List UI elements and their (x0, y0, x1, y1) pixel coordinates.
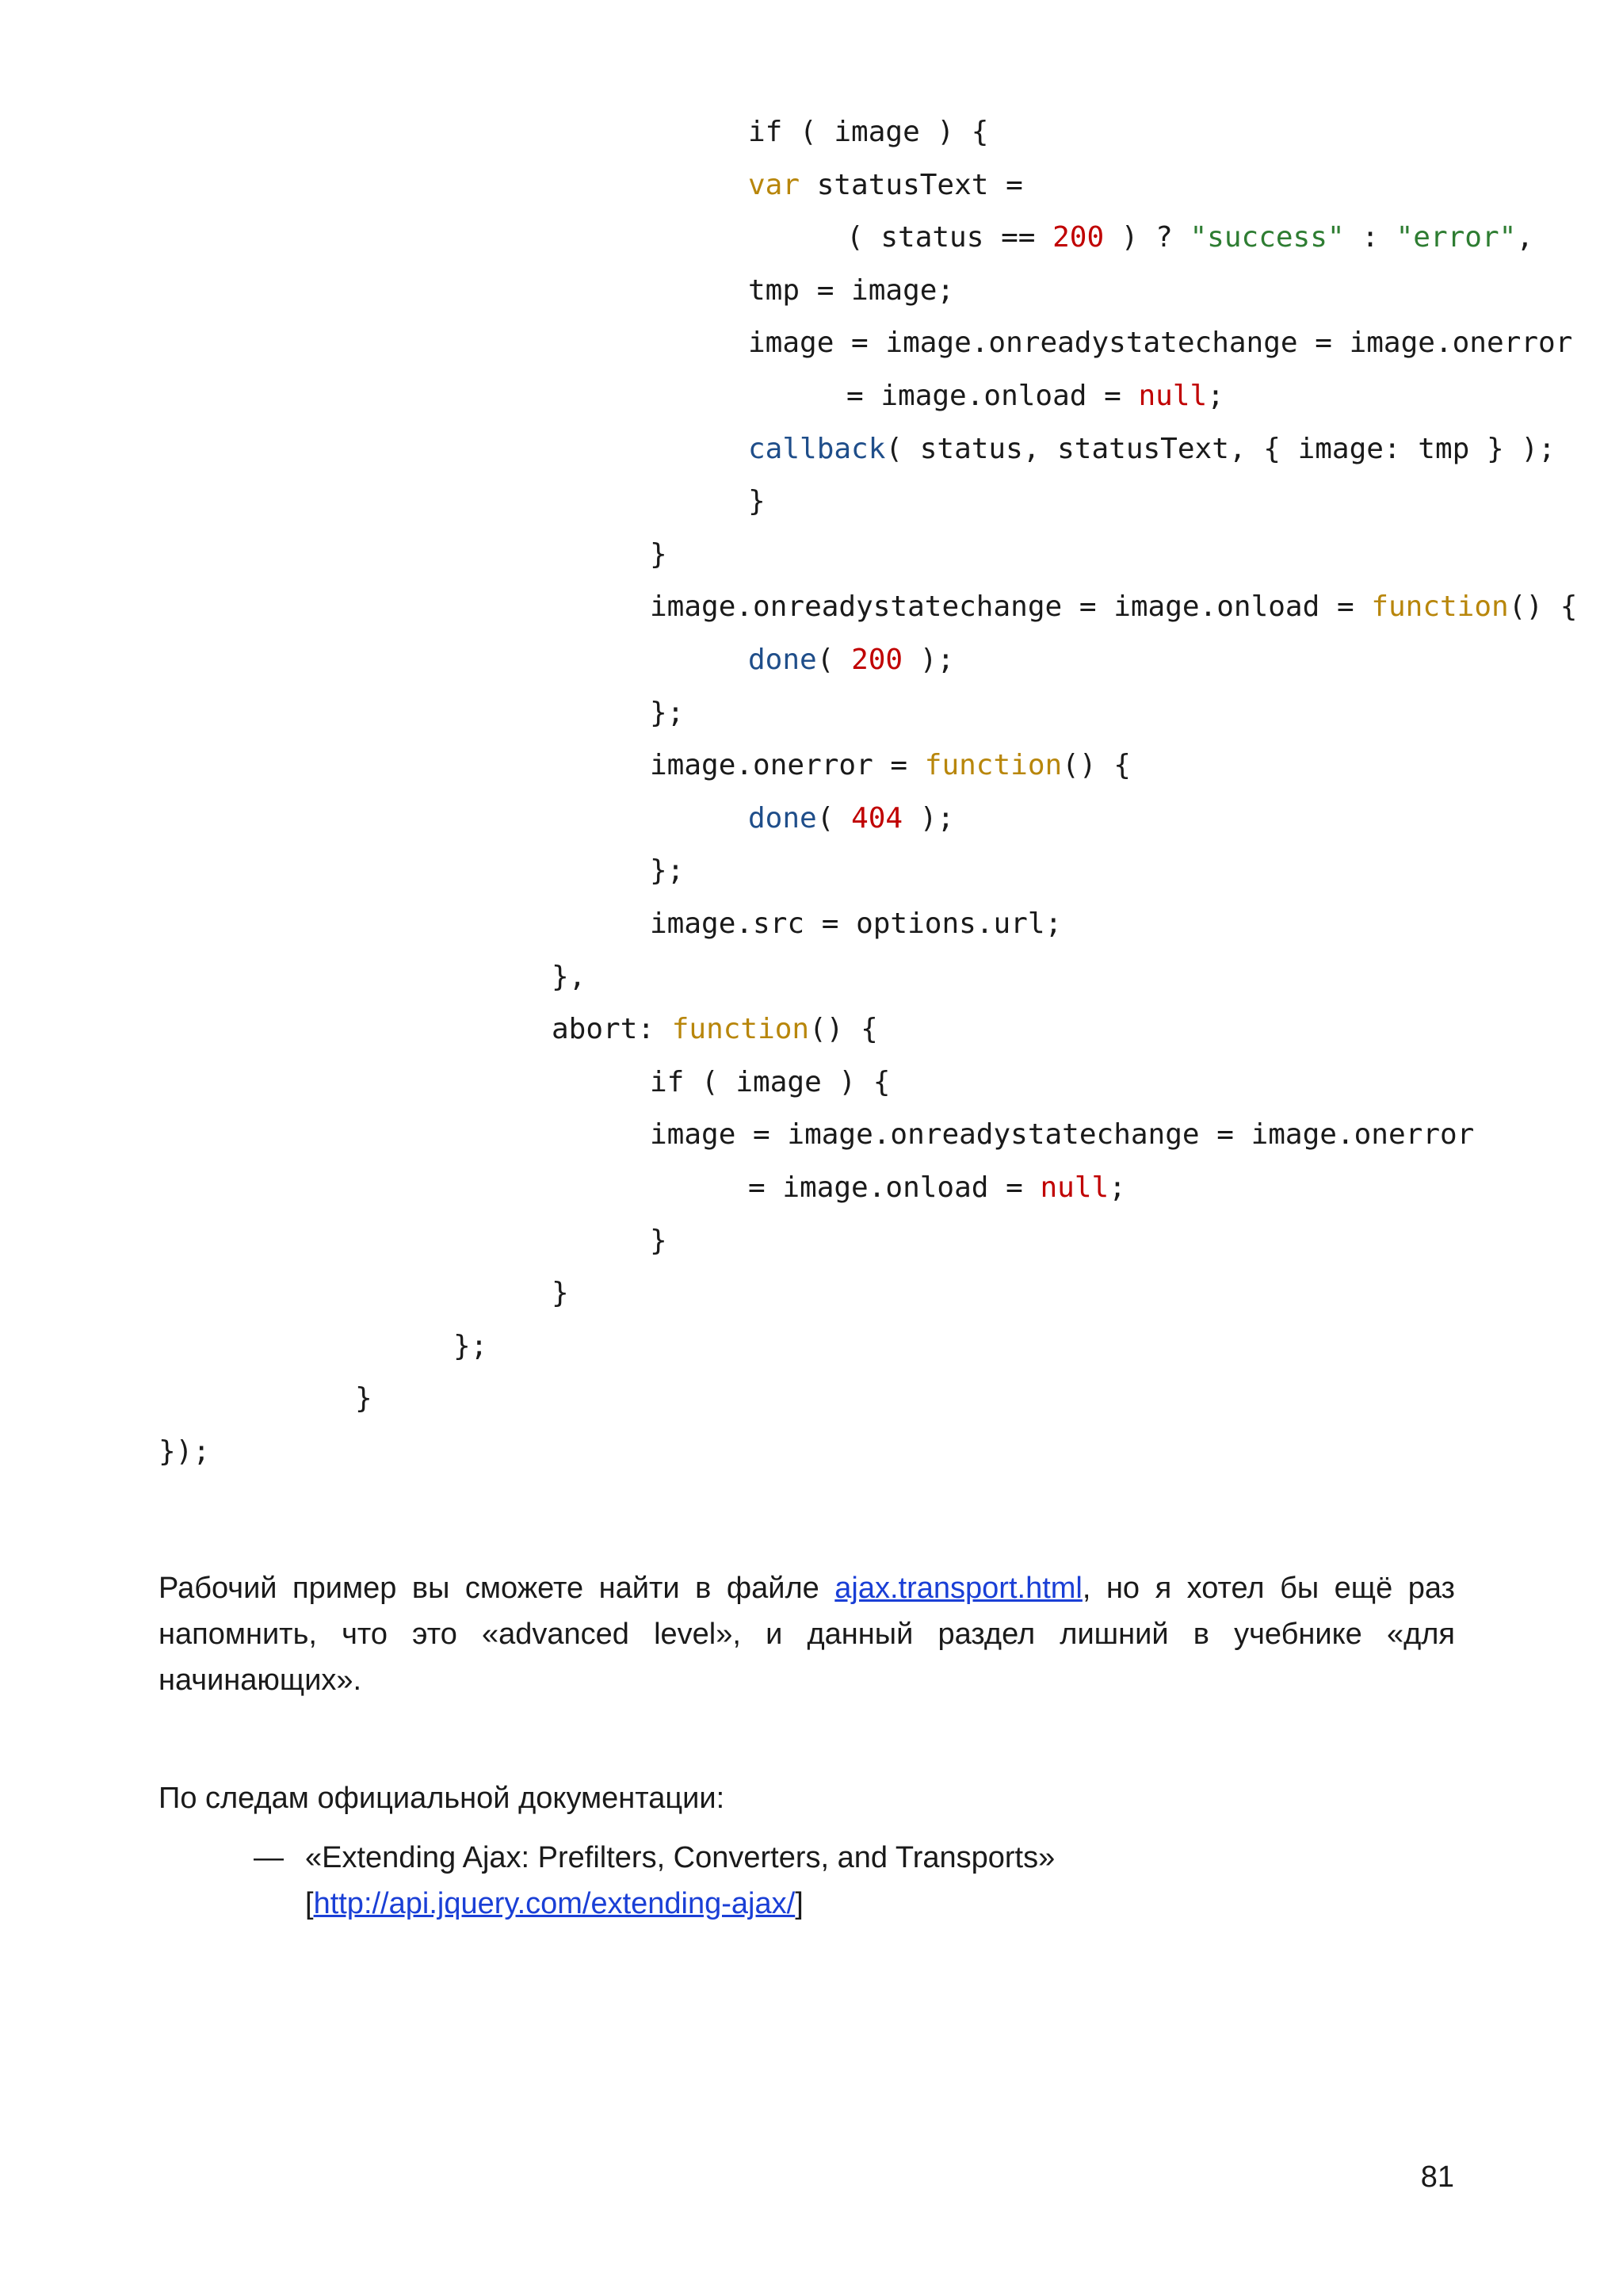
code-token: image.onreadystatechange = image.onload = (650, 590, 1372, 624)
code-line (650, 1109, 1474, 1162)
code-token: null (1040, 1171, 1109, 1204)
bracket-open: [ (305, 1887, 314, 1920)
code-token: ); (903, 801, 955, 835)
code-token: image.src = options.url; (650, 907, 1063, 940)
code-token: } (650, 537, 667, 571)
code-token: image = image.onreadystatechange = image.onerror (650, 1118, 1475, 1152)
code-line (552, 1267, 569, 1320)
code-token: }, (552, 960, 586, 993)
bracket-close: ] (795, 1887, 804, 1920)
code-token: var (748, 168, 800, 201)
code-token: ( status == (846, 221, 1053, 254)
body-paragraph (158, 1565, 1455, 1703)
code-line (650, 687, 684, 740)
reference-url-link[interactable]: http://api.jquery.com/extending-ajax/ (313, 1887, 796, 1920)
code-token: ) ? (1104, 221, 1190, 254)
paragraph-text-end: , но я хотел бы ещё раз напомнить, что это «advanced level», и данный раздел лишний в учебнике «для начинающих». (158, 1572, 1455, 1697)
code-line (748, 793, 954, 846)
reference-url-line (305, 1881, 1415, 1927)
code-line (748, 317, 1572, 370)
code-line (650, 739, 1131, 793)
example-file-link[interactable]: ajax.transport.html (834, 1572, 1083, 1605)
code-token: "success" (1190, 221, 1345, 254)
code-token: image.onerror = (650, 749, 925, 782)
code-token: image = image.onreadystatechange = image.onerror (748, 327, 1573, 360)
code-token: if ( image ) { (650, 1065, 891, 1098)
code-token: }; (650, 854, 685, 888)
code-line (748, 1162, 1126, 1215)
code-token: function (671, 1013, 810, 1046)
code-token: done (748, 644, 817, 676)
code-token: } (355, 1382, 372, 1415)
code-token: ( (816, 801, 852, 835)
code-line (748, 159, 1023, 212)
code-line (650, 845, 684, 898)
code-token: null (1138, 380, 1208, 412)
code-token: } (748, 485, 766, 518)
docs-heading: По следам официальной документации: (158, 1782, 725, 1815)
code-line (158, 1426, 210, 1479)
reference-body (305, 1835, 1415, 1927)
code-token: ; (1207, 380, 1224, 412)
code-token: done (748, 801, 817, 835)
code-token: ); (903, 644, 955, 676)
reference-title: «Extending Ajax: Prefilters, Converters, and Transports» (305, 1841, 1056, 1874)
code-line (355, 1373, 372, 1426)
code-line (552, 951, 586, 1004)
code-token: }; (453, 1329, 488, 1362)
code-token: () { (809, 1013, 878, 1046)
code-token: = image.onload = (748, 1171, 1041, 1204)
code-token: = image.onload = (846, 380, 1139, 412)
code-line (650, 898, 1062, 951)
code-token: , (1516, 221, 1534, 254)
code-token: () { (1062, 749, 1131, 782)
code-token: abort: (552, 1013, 672, 1046)
code-line (748, 423, 1556, 476)
code-line (650, 529, 667, 582)
code-line (748, 476, 766, 529)
code-line (453, 1320, 487, 1373)
code-token: ( (816, 644, 852, 676)
code-line (650, 1215, 667, 1268)
code-line (748, 634, 954, 687)
code-token: 404 (851, 801, 903, 835)
paragraph-text-start: Рабочий пример вы сможете найти в файле (158, 1572, 835, 1605)
page-number: 81 (1420, 2160, 1454, 2194)
code-line (748, 106, 988, 159)
code-token: : (1344, 221, 1396, 254)
code-line (748, 265, 954, 318)
code-line (650, 1056, 890, 1110)
code-line (650, 581, 1577, 634)
code-token: ; (1109, 1171, 1126, 1204)
code-token: () { (1508, 590, 1578, 624)
code-token: statusText = (800, 168, 1023, 201)
code-line (846, 370, 1224, 423)
code-token: tmp = image; (748, 273, 955, 307)
code-token: 200 (851, 644, 903, 676)
code-token: if ( image ) { (748, 116, 989, 148)
code-token: } (552, 1277, 569, 1310)
code-token: }); (158, 1435, 211, 1468)
code-token: }; (650, 696, 685, 729)
code-line (846, 212, 1533, 265)
code-token: } (650, 1224, 667, 1257)
code-token: 200 (1052, 221, 1105, 254)
code-token: function (1371, 590, 1509, 624)
code-token: "error" (1396, 221, 1517, 254)
code-token: callback (748, 432, 886, 465)
code-token: ( status, statusText, { image: tmp } ); (885, 432, 1556, 465)
code-line (552, 1003, 878, 1056)
code-token: function (924, 749, 1063, 782)
list-dash: — (254, 1841, 284, 1874)
